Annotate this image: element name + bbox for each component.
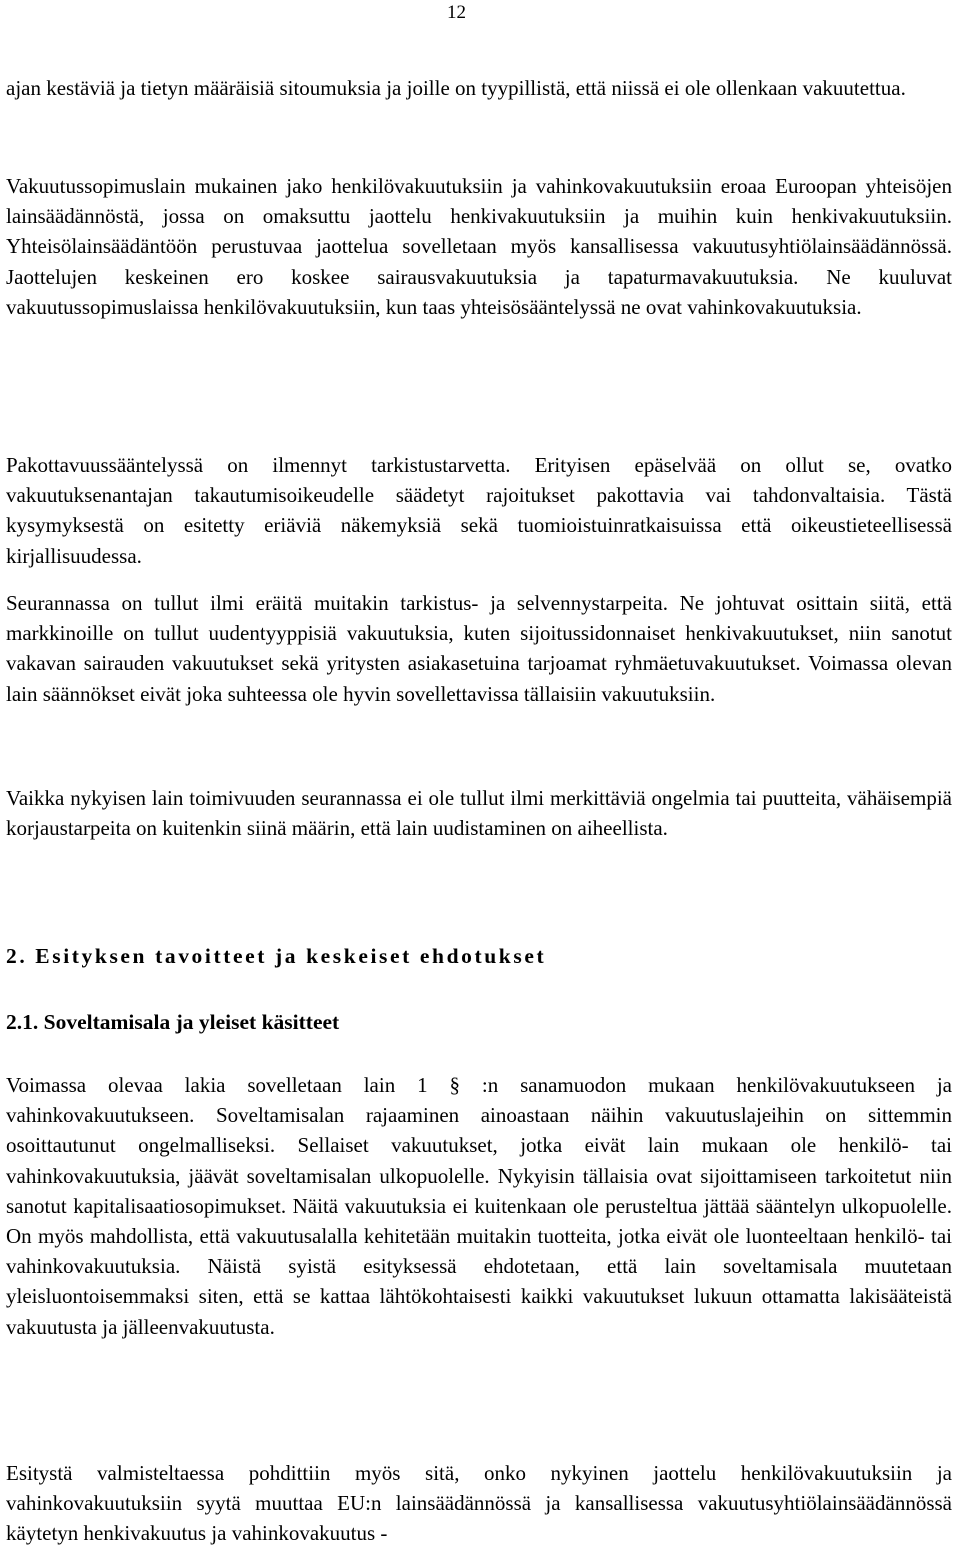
page-number: 12 bbox=[447, 2, 466, 23]
paragraph-2: Vakuutussopimuslain mukainen jako henkilövakuutuksiin ja vahinkovakuutuksiin eroaa Euroopan yhteisöjen lainsäädännöstä, jossa on omaksuttu jaottelu henkivakuutuksiin ja muihin kuin henkivakuutuksiin. Yhteisölainsäädäntöön perustuvaa jaottelua sovelletaan myös kansallisessa vakuutusyhtiölainsäädännössä. Jaottelujen keskeinen ero koskee sairausvakuutuksia ja tapaturmavakuutuksia. Ne kuuluvat vakuutussopimuslaissa henkilövakuutuksiin, kun taas yhteisösääntelyssä ne ovat vahinkovakuutuksia. bbox=[6, 174, 952, 319]
paragraph-1: ajan kestäviä ja tietyn määräisiä sitoumuksia ja joille on tyypillistä, että niissä ei ole ollenkaan vakuutettua. bbox=[6, 76, 906, 100]
paragraph-3: Pakottavuussääntelyssä on ilmennyt tarkistustarvetta. Erityisen epäselvää on ollut se, ovatko vakuutuksenantajan takautumisoikeudelle säädetyt rajoitukset pakottavia vai tahdonvaltaisia. Tästä kysymyksestä on esitetty eriäviä näkemyksiä sekä tuomioistuinratkaisuissa että oikeustieteellisessä kirjallisuudessa. bbox=[6, 453, 952, 568]
paragraph-7: Esitystä valmisteltaessa pohdittiin myös sitä, onko nykyinen jaottelu henkilövakuutuksiin ja vahinkovakuutuksiin syytä muuttaa EU:n lainsäädännössä ja kansallisessa vakuutusyhtiölainsäädännössä käytetyn henkivakuutus ja vahinkovakuutus - bbox=[6, 1461, 952, 1546]
paragraph-6: Voimassa olevaa lakia sovelletaan lain 1 § :n sanamuodon mukaan henkilövakuutukseen ja vahinkovakuutukseen. Soveltamisalan rajaaminen ainoastaan näihin vakuutuslajeihin on sittemmin osoittautunut ongelmalliseksi. Sellaiset vakuutukset, jotka eivät lain mukaan ole henkilö- tai vahinkovakuutuksia, jäävät soveltamisalan ulkopuolelle. Nykyisin tällaisia ovat sijoittamiseen tarkoitetut niin sanotut kapitalisaatiosopimukset. Näitä vakuutuksia ei kuitenkaan ole perusteltua jättää sääntelyn ulkopuolelle. On myös mahdollista, että vakuutusalalla kehitetään muitakin tuotteita, jotka eivät ole luonteeltaan henkilö- tai vahinkovakuutuksia. Näistä syistä esityksessä ehdotetaan, että lain soveltamisala muutetaan yleisluontoisemmaksi siten, että se kattaa lähtökohtaisesti kaikki vakuutukset lukuun ottamatta lakisääteistä vakuutusta ja jälleenvakuutusta. bbox=[6, 1073, 952, 1339]
paragraph-4: Seurannassa on tullut ilmi eräitä muitakin tarkistus- ja selvennystarpeita. Ne johtuvat osittain siitä, että markkinoille on tullut uudentyyppisiä vakuutuksia, kuten sijoitussidonnaiset henkivakuutukset, niin sanotut vakavan sairauden vakuutukset sekä yritysten asiakasetuina tarjoamat ryhmäetuvakuutukset. Voimassa olevan lain säännökset eivät joka suhteessa ole hyvin sovellettavissa tällaisiin vakuutuksiin. bbox=[6, 591, 952, 706]
section-heading: 2. Esityksen tavoitteet ja keskeiset ehdotukset bbox=[6, 944, 547, 968]
paragraph-5: Vaikka nykyisen lain toimivuuden seurannassa ei ole tullut ilmi merkittäviä ongelmia tai puutteita, vähäisempiä korjaustarpeita on kuitenkin siinä määrin, että lain uudistaminen on aiheellista. bbox=[6, 786, 952, 841]
subsection-heading: 2.1. Soveltamisala ja yleiset käsitteet bbox=[6, 1010, 340, 1034]
